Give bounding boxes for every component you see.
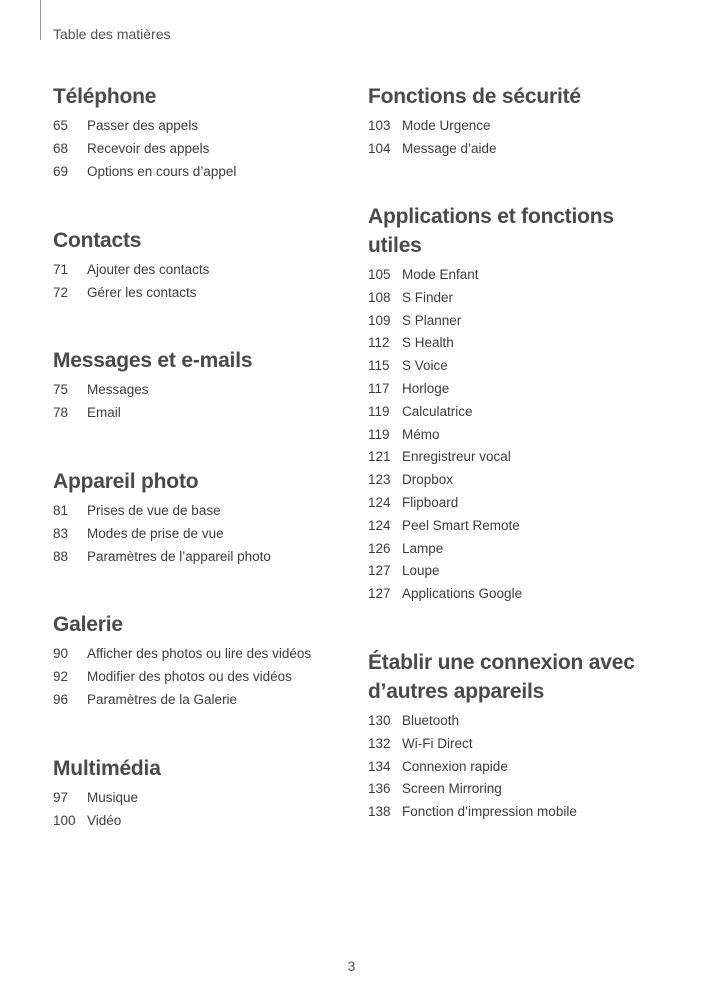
entry-page: 97 <box>53 790 69 805</box>
entry-label: Enregistreur vocal <box>402 449 511 465</box>
toc-entry[interactable] <box>53 115 353 138</box>
entry-label: Lampe <box>402 540 444 556</box>
entry-page: 117 <box>368 380 390 396</box>
header-rule <box>40 0 41 40</box>
entry-list <box>53 643 353 711</box>
toc-entry[interactable] <box>53 379 353 402</box>
toc-entry[interactable] <box>368 332 628 355</box>
entry-label: Modifier des photos ou des vidéos <box>87 668 292 684</box>
section-title[interactable]: Galerie <box>53 613 123 636</box>
entry-label: S Planner <box>402 312 462 328</box>
entry-page: 115 <box>368 358 390 374</box>
entry-page: 105 <box>368 267 391 282</box>
entry-label: Afficher des photos ou lire des vidéos <box>87 646 312 661</box>
entry-page: 109 <box>368 312 391 328</box>
entry-list <box>53 115 353 183</box>
toc-section-messages <box>53 346 353 425</box>
entry-label: Options en cours d’appel <box>87 163 237 179</box>
section-title[interactable]: Contacts <box>53 229 142 252</box>
entry-label: Message d’aide <box>402 140 497 156</box>
entry-label: Peel Smart Remote <box>402 517 520 533</box>
toc-entry[interactable] <box>368 355 628 378</box>
toc-entry[interactable] <box>368 538 628 561</box>
toc-section-appareil-photo <box>53 467 353 568</box>
entry-page: 104 <box>368 140 391 156</box>
entry-page: 88 <box>53 548 69 564</box>
entry-list <box>53 787 353 833</box>
entry-label: Mémo <box>402 426 440 442</box>
entry-label: Loupe <box>402 563 440 579</box>
toc-entry[interactable] <box>53 643 353 666</box>
entry-label: S Voice <box>402 358 448 374</box>
toc-entry[interactable] <box>53 546 353 569</box>
section-title[interactable]: Messages et e-mails <box>53 349 253 372</box>
entry-page: 127 <box>368 586 391 602</box>
section-title[interactable]: Établir une connexion avec d’autres appareils <box>368 651 635 703</box>
toc-entry[interactable] <box>53 138 353 161</box>
entry-label: Applications Google <box>402 586 523 602</box>
entry-label: Ajouter des contacts <box>87 262 210 277</box>
entry-label: Mode Enfant <box>402 267 479 282</box>
entry-page: 83 <box>53 525 69 541</box>
toc-entry[interactable] <box>368 583 628 606</box>
toc-entry[interactable] <box>368 515 628 538</box>
toc-entry[interactable] <box>368 115 668 138</box>
entry-label: Connexion rapide <box>402 758 508 774</box>
entry-page: 119 <box>368 426 390 442</box>
entry-page: 124 <box>368 517 391 533</box>
section-title[interactable]: Téléphone <box>53 85 157 108</box>
toc-entry[interactable] <box>368 560 628 583</box>
toc-entry[interactable] <box>368 756 643 779</box>
toc-entry[interactable] <box>368 469 628 492</box>
entry-label: Wi-Fi Direct <box>402 735 473 751</box>
entry-page: 90 <box>53 646 69 661</box>
entry-label: Messages <box>87 382 149 397</box>
entry-page: 69 <box>53 163 69 179</box>
entry-label: Bluetooth <box>402 713 460 728</box>
toc-entry[interactable] <box>368 424 628 447</box>
toc-section-galerie <box>53 610 353 711</box>
entry-label: Vidéo <box>87 812 122 828</box>
toc-entry[interactable] <box>368 710 643 733</box>
entry-page: 65 <box>53 118 69 133</box>
entry-page: 81 <box>53 503 69 518</box>
entry-label: Modes de prise de vue <box>87 525 224 541</box>
entry-label: S Health <box>402 335 454 351</box>
entry-page: 127 <box>368 563 391 579</box>
entry-page: 103 <box>368 118 391 133</box>
toc-entry[interactable] <box>53 523 353 546</box>
entry-page: 112 <box>368 335 390 351</box>
toc-entry[interactable] <box>368 310 628 333</box>
entry-label: Paramètres de l’appareil photo <box>87 548 271 564</box>
page-number: 3 <box>347 958 356 974</box>
entry-page: 72 <box>53 284 69 300</box>
toc-entry[interactable] <box>368 778 643 801</box>
toc-entry[interactable] <box>368 733 643 756</box>
section-title[interactable]: Applications et fonctions utiles <box>368 205 614 257</box>
entry-page: 100 <box>53 812 76 828</box>
entry-page: 119 <box>368 403 390 419</box>
toc-section-telephone <box>53 82 353 183</box>
toc-section-securite <box>368 82 668 161</box>
toc-section-contacts <box>53 226 353 305</box>
entry-page: 134 <box>368 758 391 774</box>
toc-entry[interactable] <box>368 287 628 310</box>
section-title[interactable]: Appareil photo <box>53 470 199 493</box>
entry-label: Dropbox <box>402 472 454 488</box>
entry-page: 121 <box>368 449 391 465</box>
entry-page: 75 <box>53 382 69 397</box>
entry-list <box>368 115 668 161</box>
entry-page: 138 <box>368 804 391 820</box>
entry-page: 123 <box>368 472 391 488</box>
toc-section-connexion <box>368 648 643 824</box>
entry-label: Passer des appels <box>87 118 199 133</box>
entry-label: S Finder <box>402 289 454 305</box>
toc-entry[interactable] <box>53 810 353 833</box>
toc-entry[interactable] <box>368 492 628 515</box>
entry-label: Horloge <box>402 380 450 396</box>
header-title: Table des matières <box>53 26 171 42</box>
toc-entry[interactable] <box>53 282 353 305</box>
entry-page: 96 <box>53 691 69 707</box>
entry-label: Fonction d’impression mobile <box>402 804 577 820</box>
entry-page: 130 <box>368 713 391 728</box>
entry-label: Paramètres de la Galerie <box>87 691 238 707</box>
entry-page: 71 <box>53 262 69 277</box>
entry-label: Prises de vue de base <box>87 503 221 518</box>
toc-entry[interactable] <box>368 401 628 424</box>
toc-entry[interactable] <box>368 446 628 469</box>
entry-page: 68 <box>53 140 69 156</box>
entry-list <box>53 500 353 568</box>
toc-entry[interactable] <box>53 500 353 523</box>
toc-entry[interactable] <box>368 378 628 401</box>
toc-entry[interactable] <box>53 787 353 810</box>
toc-entry[interactable] <box>53 259 353 282</box>
entry-label: Screen Mirroring <box>402 781 502 797</box>
entry-page: 124 <box>368 494 391 510</box>
entry-page: 136 <box>368 781 391 797</box>
entry-label: Calculatrice <box>402 403 473 419</box>
entry-label: Musique <box>87 790 139 805</box>
section-title[interactable]: Multimédia <box>53 757 161 780</box>
section-title[interactable]: Fonctions de sécurité <box>368 85 581 108</box>
entry-page: 78 <box>53 404 69 420</box>
toc-section-applications <box>368 202 628 606</box>
entry-label: Flipboard <box>402 494 459 510</box>
toc-entry[interactable] <box>53 666 353 689</box>
entry-label: Recevoir des appels <box>87 140 210 156</box>
toc-entry[interactable] <box>368 138 668 161</box>
entry-list <box>368 264 628 606</box>
entry-list <box>53 259 353 305</box>
entry-list <box>53 379 353 425</box>
toc-section-multimedia <box>53 754 353 833</box>
entry-label: Email <box>87 404 121 420</box>
toc-entry[interactable] <box>368 801 643 824</box>
toc-entry[interactable] <box>53 402 353 425</box>
entry-list <box>368 710 643 824</box>
toc-entry[interactable] <box>53 689 353 712</box>
entry-page: 92 <box>53 668 69 684</box>
toc-entry[interactable] <box>53 161 353 184</box>
entry-page: 108 <box>368 289 391 305</box>
entry-page: 132 <box>368 735 391 751</box>
entry-label: Mode Urgence <box>402 118 491 133</box>
entry-label: Gérer les contacts <box>87 284 197 300</box>
entry-page: 126 <box>368 540 391 556</box>
toc-entry[interactable] <box>368 264 628 287</box>
